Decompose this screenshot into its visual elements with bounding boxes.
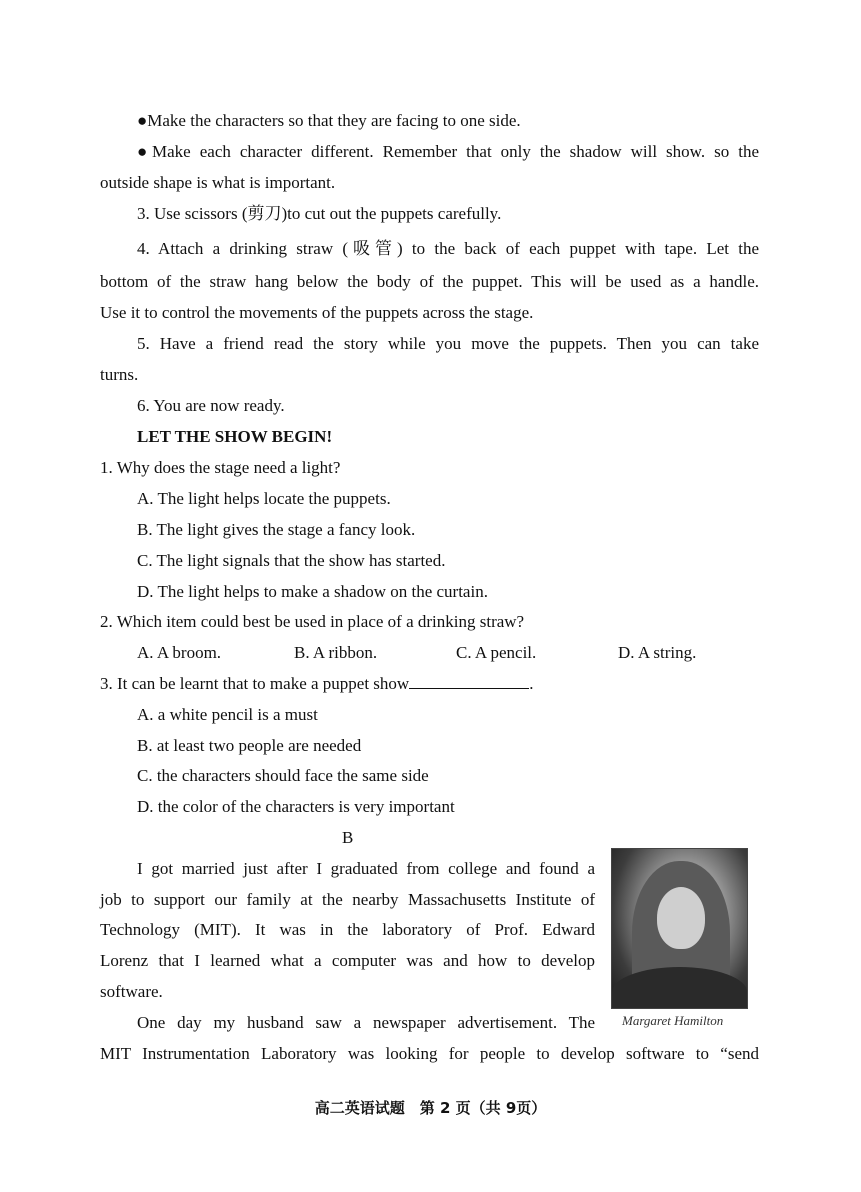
question-stem: 1. Why does the stage need a light?: [100, 458, 341, 477]
answer-option: C. A pencil.: [456, 643, 537, 662]
text-line: Technology (MIT). It was in the laboratory of Prof. Edward: [100, 920, 595, 939]
text-line: Lorenz that I learned what a computer was and how to develop: [100, 951, 595, 970]
question-stem: [100, 674, 533, 694]
text-line: job to support our family at the nearby Massachusetts Institute of: [100, 890, 595, 909]
answer-option: C. The light signals that the show has started.: [137, 551, 446, 570]
answer-blank: [409, 674, 529, 689]
section-heading: LET THE SHOW BEGIN!: [137, 427, 333, 446]
text-line: I got married just after I graduated from college and found a: [137, 859, 595, 878]
text-line: ●Make each character different. Remember that only the shadow will show. so the: [137, 142, 759, 161]
answer-option: A. a white pencil is a must: [137, 705, 318, 724]
question-stem-text: 3. It can be learnt that to make a puppet show: [100, 674, 410, 693]
answer-option: C. the characters should face the same side: [137, 766, 429, 785]
answer-option: D. A string.: [618, 643, 697, 662]
text-line: 6. You are now ready.: [137, 396, 285, 415]
text-line: ●Make the characters so that they are facing to one side.: [137, 111, 521, 130]
answer-option: A. The light helps locate the puppets.: [137, 489, 391, 508]
text-line: 5. Have a friend read the story while you move the puppets. Then you can take: [137, 334, 759, 353]
answer-option: A. A broom.: [137, 643, 222, 662]
text-line: Use it to control the movements of the puppets across the stage.: [100, 303, 534, 322]
text-line: software.: [100, 982, 163, 1001]
text-line: 4. Attach a drinking straw (吸管) to the back of each puppet with tape. Let the: [137, 239, 759, 258]
text-line: outside shape is what is important.: [100, 173, 336, 192]
question-stem-end: .: [529, 674, 534, 693]
question-stem: 2. Which item could best be used in place of a drinking straw?: [100, 612, 525, 631]
answer-option: B. The light gives the stage a fancy look.: [137, 520, 416, 539]
section-b-heading: B: [342, 828, 354, 847]
text-line: 3. Use scissors (剪刀)to cut out the puppets carefully.: [137, 204, 502, 223]
text-line: turns.: [100, 365, 139, 384]
page-footer: 高二英语试题 第 2 页（共 9页）: [314, 1099, 547, 1117]
answer-option: B. A ribbon.: [294, 643, 378, 662]
portrait-photo: [611, 848, 748, 1009]
text-line: One day my husband saw a newspaper advertisement. The: [137, 1013, 595, 1032]
text-line: bottom of the straw hang below the body of the puppet. This will be used as a handle.: [100, 272, 759, 291]
answer-option: D. The light helps to make a shadow on the curtain.: [137, 582, 488, 601]
answer-option: B. at least two people are needed: [137, 736, 362, 755]
photo-caption: Margaret Hamilton: [622, 1013, 724, 1028]
text-line: MIT Instrumentation Laboratory was looking for people to develop software to “send: [100, 1044, 759, 1063]
answer-option: D. the color of the characters is very important: [137, 797, 455, 816]
